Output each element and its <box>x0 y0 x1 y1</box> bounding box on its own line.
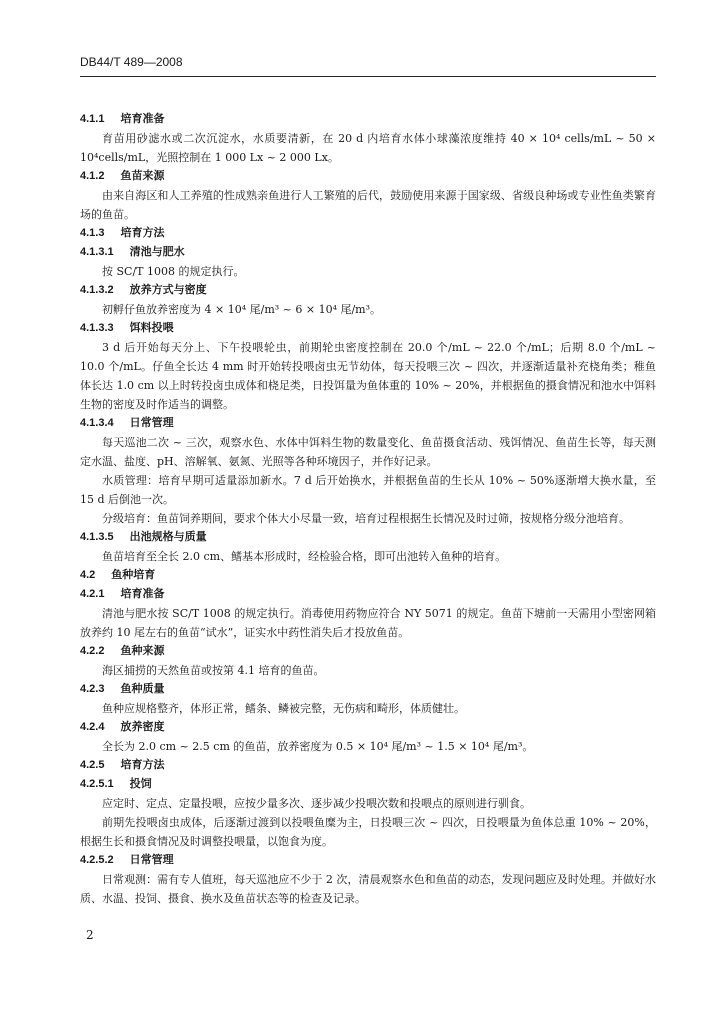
paragraph: 鱼苗培育至全长 2.0 cm、鳍基本形成时，经检验合格，即可出池转入鱼种的培育。 <box>102 550 507 563</box>
section-number: 4.2.1 <box>80 588 105 600</box>
paragraph: 3 d 后开始每天分上、下午投喂轮虫，前期轮虫密度控制在 20.0 个/mL ~ 22.0 个/mL；后期 8.0 个/mL ~ 10.0 个/mL。仔鱼全长达 4 mm 时开始转投喂卤虫无节幼体，每天投喂三次 ~ 四次，并逐渐适量补充桡角类；稚鱼体长达 1.0 cm 以上时转投卤虫成体和桡足类，日投饵量为鱼体重的 10% ~ 20%，并根据鱼的摄食情况和池水中饵料生物的密度及时作适当的调整。 <box>80 341 656 411</box>
page-number: 2 <box>86 928 94 942</box>
section-number: 4.2.5.1 <box>80 778 114 790</box>
section-title: 培育方法 <box>120 759 165 771</box>
section-heading <box>80 585 656 604</box>
section-number: 4.1.3.3 <box>80 322 114 334</box>
section-title: 培育准备 <box>120 113 165 125</box>
paragraph: 由来自海区和人工养殖的性成熟亲鱼进行人工繁殖的后代，鼓励使用来源于国家级、省级良种场或专业性鱼类繁育场的鱼苗。 <box>80 189 656 221</box>
section-number: 4.1.2 <box>80 170 105 182</box>
section-number: 4.1.3.2 <box>80 284 114 296</box>
section-number: 4.2.5.2 <box>80 854 114 866</box>
section-number: 4.2.5 <box>80 759 105 771</box>
section-title: 日常管理 <box>129 854 174 866</box>
paragraph: 海区捕捞的天然鱼苗或按第 4.1 培育的鱼苗。 <box>102 664 325 677</box>
paragraph: 初孵仔鱼放养密度为 4 × 10⁴ 尾/m³ ~ 6 × 10⁴ 尾/m³。 <box>102 303 382 316</box>
section-heading <box>80 528 656 547</box>
section-heading <box>80 642 656 661</box>
document-body <box>80 110 656 908</box>
section-heading <box>80 224 656 243</box>
section-number: 4.2.3 <box>80 683 105 695</box>
section-heading <box>80 756 656 775</box>
section-title: 鱼苗来源 <box>120 170 165 182</box>
section-number: 4.1.1 <box>80 113 105 125</box>
section-number: 4.2 <box>80 569 96 581</box>
section-title: 清池与肥水 <box>129 246 185 258</box>
section-number: 4.2.2 <box>80 645 105 657</box>
paragraph: 按 SC/T 1008 的规定执行。 <box>102 265 245 278</box>
section-heading <box>80 851 656 870</box>
section-heading <box>80 680 656 699</box>
paragraph: 育苗用砂滤水或二次沉淀水，水质要清新，在 20 d 内培育水体小球藻浓度维持 40 × 10⁴ cells/mL ~ 50 × 10⁴cells/mL，光照控制在 1 000 Lx ~ 2 000 Lx。 <box>80 132 656 164</box>
section-heading <box>80 243 656 262</box>
section-title: 鱼种质量 <box>120 683 165 695</box>
paragraph: 清池与肥水按 SC/T 1008 的规定执行。消毒使用药物应符合 NY 5071 的规定。鱼苗下塘前一天需用小型密网箱放养约 10 尾左右的鱼苗“试水”，证实水中药性消失后才投放鱼苗。 <box>80 607 656 639</box>
document-code: DB44/T 489—2008 <box>80 55 183 69</box>
header-rule <box>80 76 656 77</box>
paragraph: 日常观测：需有专人值班，每天巡池应不少于 2 次，清晨观察水色和鱼苗的动态，发现问题应及时处理。并做好水质、水温、投饲、摄食、换水及鱼苗状态等的检查及记录。 <box>80 873 656 905</box>
section-heading <box>80 281 656 300</box>
section-number: 4.1.3.1 <box>80 246 114 258</box>
paragraph: 鱼种应规格整齐，体形正常，鳍条、鳞被完整，无伤病和畸形，体质健壮。 <box>102 702 465 715</box>
section-heading <box>80 718 656 737</box>
section-title: 鱼种培育 <box>111 569 156 581</box>
section-title: 培育准备 <box>120 588 165 600</box>
section-heading <box>80 167 656 186</box>
section-title: 放养方式与密度 <box>129 284 207 296</box>
section-title: 饵料投喂 <box>129 322 174 334</box>
section-heading <box>80 319 656 338</box>
section-number: 4.1.3 <box>80 227 105 239</box>
section-number: 4.1.3.5 <box>80 531 114 543</box>
paragraph: 水质管理：培育早期可适量添加新水。7 d 后开始换水，并根据鱼苗的生长从 10% ~ 50%逐渐增大换水量，至 15 d 后倒池一次。 <box>80 474 656 506</box>
section-heading <box>80 566 656 585</box>
section-number: 4.2.4 <box>80 721 105 733</box>
section-title: 放养密度 <box>120 721 165 733</box>
paragraph: 前期先投喂卤虫成体，后逐渐过渡到以投喂鱼糜为主，日投喂三次 ~ 四次，日投喂量为鱼体总重 10% ~ 20%，根据生长和摄食情况及时调整投喂量，以饱食为度。 <box>80 816 656 848</box>
paragraph: 应定时、定点、定量投喂，应按少量多次、逐步减少投喂次数和投喂点的原则进行驯食。 <box>102 797 531 810</box>
section-title: 日常管理 <box>129 417 174 429</box>
section-number: 4.1.3.4 <box>80 417 114 429</box>
section-title: 出池规格与质量 <box>129 531 207 543</box>
paragraph: 全长为 2.0 cm ~ 2.5 cm 的鱼苗，放养密度为 0.5 × 10⁴ 尾/m³ ~ 1.5 × 10⁴ 尾/m³。 <box>102 740 534 753</box>
section-title: 投饲 <box>129 778 152 790</box>
section-title: 鱼种来源 <box>120 645 165 657</box>
section-title: 培育方法 <box>120 227 165 239</box>
section-heading <box>80 775 656 794</box>
section-heading <box>80 414 656 433</box>
paragraph: 每天巡池二次 ~ 三次，观察水色、水体中饵料生物的数量变化、鱼苗摄食活动、残饵情况、鱼苗生长等，每天测定水温、盐度、pH、溶解氧、氨氮、光照等各种环境因子，并作好记录。 <box>80 436 656 468</box>
section-heading <box>80 110 656 129</box>
paragraph: 分级培育：鱼苗饲养期间，要求个体大小尽量一致，培育过程根据生长情况及时过筛，按规格分级分池培育。 <box>102 512 630 525</box>
